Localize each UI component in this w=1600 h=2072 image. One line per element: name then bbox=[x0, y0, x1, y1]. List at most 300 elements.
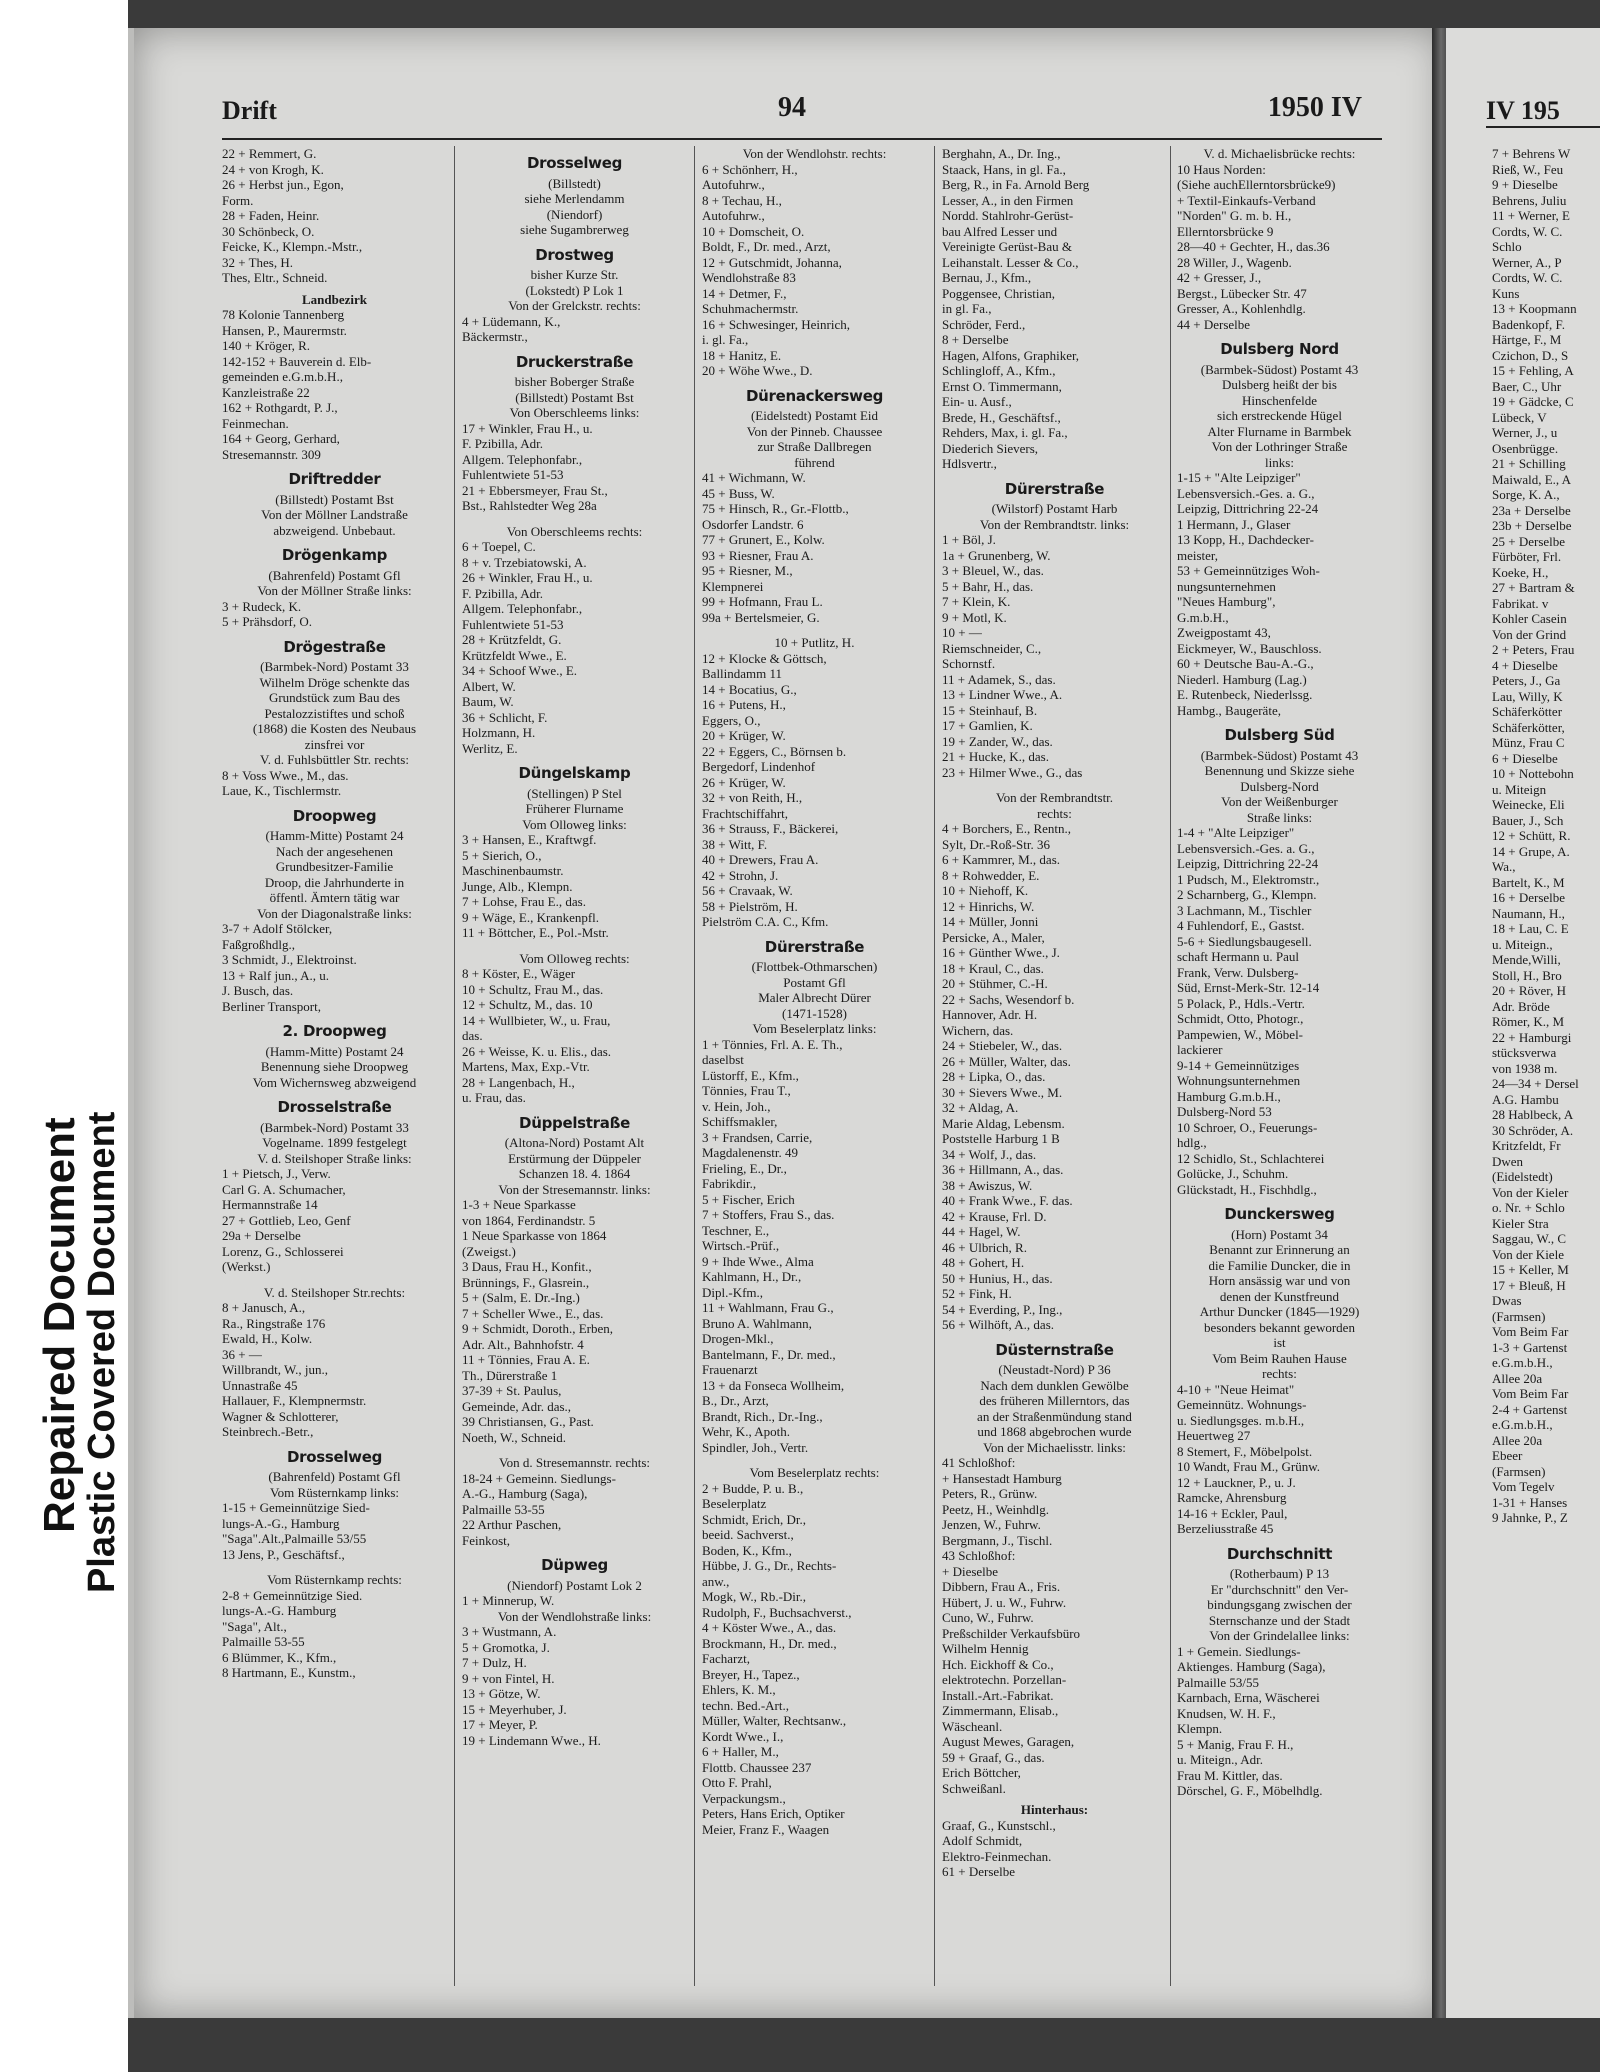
street-heading: Dulsberg Nord bbox=[1220, 340, 1339, 358]
directory-entry: Teschner, E., bbox=[702, 1222, 770, 1238]
directory-entry: Dibbern, Frau A., Fris. bbox=[942, 1579, 1061, 1594]
directory-entry: Aktienges. Hamburg (Saga), bbox=[1177, 1659, 1326, 1674]
directory-entry: 10 + Schultz, Frau M., das. bbox=[462, 981, 604, 997]
street-note: denen der Kunstfreund bbox=[1219, 1288, 1340, 1304]
directory-entry: 1 + Tönnies, Frl. A. E. Th., bbox=[702, 1036, 843, 1052]
directory-entry: Staack, Hans, in gl. Fa., bbox=[942, 161, 1066, 177]
street-note: Vom Beim Rauhen Hause bbox=[1212, 1350, 1347, 1366]
directory-entry: Bantelmann, F., Dr. med., bbox=[702, 1346, 836, 1362]
directory-entry: Facharzt, bbox=[702, 1651, 751, 1666]
directory-entry: Lebensversich.-Ges. a. G., bbox=[1177, 840, 1315, 856]
street-note: zinsfrei vor bbox=[304, 736, 365, 752]
facing-page-entry: 23b + Derselbe bbox=[1492, 518, 1572, 533]
directory-entry: 20 + Wöhe Wwe., D. bbox=[702, 363, 813, 378]
facing-page-entry: 14 + Grupe, A. bbox=[1492, 843, 1570, 859]
directory-entry: Schiffsmakler, bbox=[702, 1114, 778, 1129]
directory-entry: Allgem. Telephonfabr., bbox=[462, 601, 583, 616]
directory-entry: 164 + Georg, Gerhard, bbox=[222, 431, 340, 446]
directory-entry: 30 + Sievers Wwe., M. bbox=[942, 1084, 1063, 1100]
directory-entry: in gl. Fa., bbox=[942, 301, 992, 316]
directory-entry: Boden, K., Kfm., bbox=[702, 1542, 792, 1558]
scan-margin bbox=[0, 0, 128, 2072]
directory-entry: Brandt, Rich., Dr.-Ing., bbox=[702, 1408, 823, 1424]
directory-entry: Palmaille 53-55 bbox=[462, 1501, 545, 1517]
directory-entry: 20 + Stühmer, C.-H. bbox=[942, 976, 1048, 991]
facing-page-entry: (Eidelstedt) bbox=[1492, 1169, 1553, 1184]
directory-entry: 5 + Manig, Frau F. H., bbox=[1177, 1736, 1294, 1752]
directory-entry: Frachtschiffahrt, bbox=[702, 805, 789, 821]
directory-entry: 7 + Klein, K. bbox=[942, 594, 1011, 609]
directory-entry: 8 + Derselbe bbox=[942, 332, 1009, 347]
facing-page-entry: o. Nr. + Schlo bbox=[1492, 1200, 1565, 1215]
directory-entry: 22 Arthur Paschen, bbox=[462, 1517, 562, 1532]
directory-entry: Jenzen, W., Fuhrw. bbox=[942, 1517, 1041, 1532]
directory-entry: F. Pzibilla, Adr. bbox=[462, 436, 543, 451]
directory-entry: Kanzleistraße 22 bbox=[222, 384, 310, 400]
directory-entry: Glückstadt, H., Fischhdlg., bbox=[1177, 1181, 1317, 1197]
directory-entry: 29a + Derselbe bbox=[222, 1228, 301, 1243]
directory-entry: Tönnies, Frau T., bbox=[702, 1083, 791, 1098]
directory-entry: Autofuhrw., bbox=[702, 208, 765, 223]
directory-entry: 26 + Winkler, Frau H., u. bbox=[462, 570, 593, 585]
directory-entry: 4 Fuhlendorf, E., Gastst. bbox=[1177, 918, 1305, 933]
directory-entry: 34 + Wolf, J., das. bbox=[942, 1146, 1037, 1162]
directory-entry: (Werkst.) bbox=[222, 1259, 271, 1274]
directory-entry: F. Pzibilla, Adr. bbox=[462, 585, 543, 601]
directory-entry: 15 + Steinhauf, B. bbox=[942, 702, 1038, 718]
street-note: Von der Rembrandtstr. links: bbox=[979, 516, 1130, 532]
directory-entry: Schweißanl. bbox=[942, 1780, 1006, 1796]
directory-entry: Steinbrech.-Betr., bbox=[222, 1424, 314, 1439]
directory-entry: 1 Pudsch, M., Elektromstr., bbox=[1177, 871, 1320, 887]
street-note: rechts: bbox=[1262, 1366, 1297, 1381]
directory-entry: Hansen, P., Maurermstr. bbox=[222, 322, 347, 338]
directory-entry: Poststelle Harburg 1 B bbox=[942, 1131, 1060, 1146]
street-note: V. d. Michaelisbrücke rechts: bbox=[1203, 146, 1356, 161]
facing-page-entry: (Farmsen) bbox=[1492, 1308, 1546, 1324]
directory-entry: 3 + Bleuel, W., das. bbox=[942, 563, 1044, 578]
street-note: siehe Sugambrerweg bbox=[520, 222, 629, 237]
facing-page-entry: u. Miteign., bbox=[1492, 936, 1553, 952]
street-note: (Barmbek-Südost) Postamt 43 bbox=[1200, 361, 1359, 377]
directory-entry: Wohnungsunternehmen bbox=[1177, 1073, 1301, 1088]
directory-entry: Autofuhrw., bbox=[702, 177, 765, 192]
column-divider bbox=[1170, 146, 1171, 1986]
street-note: Erstürmung der Düppeler bbox=[508, 1150, 641, 1166]
street-note: Von der Pinneb. Chaussee bbox=[746, 423, 883, 439]
street-note: (Niendorf) bbox=[546, 206, 603, 222]
directory-entry: Brede, H., Geschäftsf., bbox=[942, 409, 1061, 425]
facing-page-entry: Vom Beim Far bbox=[1492, 1386, 1569, 1401]
street-heading: Düsternstraße bbox=[995, 1340, 1114, 1359]
directory-entry: 1-3 + Neue Sparkasse bbox=[462, 1197, 576, 1212]
directory-entry: das. bbox=[462, 1028, 483, 1043]
directory-entry: 26 + Weisse, K. u. Elis., das. bbox=[462, 1043, 612, 1059]
directory-entry: 58 + Pielström, H. bbox=[702, 898, 798, 914]
directory-entry: 2 + Budde, P. u. B., bbox=[702, 1480, 804, 1496]
facing-page-entry: 19 + Gädcke, C bbox=[1492, 394, 1574, 409]
directory-entry: 3 + Hansen, E., Kraftwgf. bbox=[462, 832, 597, 847]
street-note: Von der Möllner Landstraße bbox=[261, 507, 408, 522]
facing-page-entry: Schlo bbox=[1492, 239, 1522, 254]
directory-entry: 54 + Everding, P., Ing., bbox=[942, 1301, 1063, 1317]
street-note: Von der Michaelisstr. links: bbox=[983, 1439, 1126, 1455]
facing-page-entry: Rieß, W., Feu bbox=[1492, 161, 1564, 177]
directory-entry: 14 + Wullbieter, W., u. Frau, bbox=[462, 1012, 611, 1028]
directory-entry: A.-G., Hamburg (Saga), bbox=[462, 1486, 588, 1501]
street-note: Straße links: bbox=[1246, 809, 1313, 825]
facing-page-entry: 2 + Peters, Frau bbox=[1492, 642, 1575, 657]
street-note: (Bahrenfeld) Postamt Gfl bbox=[268, 567, 401, 583]
directory-entry: Lebensversich.-Ges. a. G., bbox=[1177, 485, 1315, 501]
directory-entry: Leipzig, Dittrichring 22-24 bbox=[1177, 501, 1319, 516]
street-note: Nach dem dunklen Gewölbe bbox=[980, 1377, 1129, 1393]
directory-entry: 5 + Prähsdorf, O. bbox=[222, 614, 313, 629]
facing-page-entry: Adr. Bröde bbox=[1492, 998, 1550, 1014]
directory-entry: lungs-A.-G. Hamburg bbox=[222, 1603, 337, 1618]
street-note: ist bbox=[1273, 1335, 1286, 1350]
directory-entry: Hübert, J. u. W., Fuhrw. bbox=[942, 1594, 1067, 1610]
directory-entry: 1-4 + "Alte Leipziger" bbox=[1177, 825, 1295, 840]
directory-entry: 53 + Gemeinnütziges Woh- bbox=[1177, 563, 1320, 578]
street-note: (Stellingen) P Stel bbox=[527, 785, 622, 801]
directory-entry: Krützfeldt Wwe., E. bbox=[462, 647, 567, 663]
facing-page-entry: 17 + Bleuß, H bbox=[1492, 1277, 1566, 1293]
directory-entry: Hermannstraße 14 bbox=[222, 1197, 318, 1212]
directory-entry: 16 + Günther Wwe., J. bbox=[942, 945, 1060, 960]
directory-entry: 8 + v. Trzebiatowski, A. bbox=[462, 554, 587, 570]
facing-page-entry: Koeke, H., bbox=[1492, 564, 1549, 580]
directory-entry: nungsunternehmen bbox=[1177, 578, 1276, 594]
directory-entry: 75 + Hinsch, R., Gr.-Flottb., bbox=[702, 501, 849, 516]
directory-entry: Leihanstalt. Lesser & Co., bbox=[942, 254, 1079, 270]
facing-page-entry: Fürböter, Frl. bbox=[1492, 549, 1562, 564]
section-subheading: Hinterhaus: bbox=[1020, 1802, 1089, 1817]
facing-page-entry: Behrens, Juliu bbox=[1492, 192, 1567, 208]
directory-entry: Unnastraße 45 bbox=[222, 1377, 298, 1393]
directory-entry: 16 + Schwesinger, Heinrich, bbox=[702, 316, 850, 332]
directory-entry: 162 + Rothgardt, P. J., bbox=[222, 400, 338, 415]
street-note: Von Oberschleems links: bbox=[509, 405, 640, 420]
directory-entry: Schröder, Ferd., bbox=[942, 316, 1026, 332]
directory-entry: 28 + Langenbach, H., bbox=[462, 1074, 575, 1090]
street-note: Dulsberg heißt der bis bbox=[1222, 377, 1337, 392]
street-note: Alter Flurname in Barmbek bbox=[1207, 423, 1352, 439]
street-note: Vom Rüsternkamp links: bbox=[269, 1484, 400, 1500]
directory-entry: Kordt Wwe., I., bbox=[702, 1728, 784, 1744]
directory-entry: 12 Schidlo, St., Schlachterei bbox=[1177, 1150, 1325, 1166]
directory-entry: 8 + Rohwedder, E. bbox=[942, 867, 1040, 883]
directory-entry: Schornstf. bbox=[942, 656, 996, 671]
directory-entry: 12 + Gutschmidt, Johanna, bbox=[702, 254, 842, 270]
street-note: und 1868 abgebrochen wurde bbox=[977, 1424, 1132, 1439]
facing-page-entry: Schäferkötter, bbox=[1492, 719, 1565, 735]
street-note: Von der Rembrandtstr. bbox=[995, 790, 1114, 805]
directory-entry: Frauenarzt bbox=[702, 1362, 758, 1377]
facing-page-entry: Weinecke, Eli bbox=[1492, 797, 1565, 812]
directory-entry: 95 + Riesner, M., bbox=[702, 563, 793, 578]
street-note: Von Oberschleems rechts: bbox=[506, 523, 643, 539]
directory-entry: 28 + Faden, Heinr. bbox=[222, 208, 320, 223]
facing-page-entry: 13 + Koopmann bbox=[1492, 301, 1577, 316]
column-divider bbox=[694, 146, 695, 1986]
street-note: Nach der angesehenen bbox=[276, 843, 393, 859]
directory-entry: 21 + Ebbersmeyer, Frau St., bbox=[462, 482, 608, 498]
directory-entry: 10 Schroer, O., Feuerungs- bbox=[1177, 1119, 1318, 1135]
directory-entry: Lorenz, G., Schlosserei bbox=[222, 1243, 344, 1259]
directory-entry: 12 + Klocke & Göttsch, bbox=[702, 650, 827, 666]
street-note: Hinschenfelde bbox=[1241, 392, 1318, 408]
street-note: (Lokstedt) P Lok 1 bbox=[525, 282, 624, 298]
directory-entry: 78 Kolonie Tannenberg bbox=[222, 307, 345, 322]
directory-entry: Holzmann, H. bbox=[462, 725, 536, 740]
directory-entry: Berzeliusstraße 45 bbox=[1177, 1521, 1274, 1536]
street-note: sich erstreckende Hügel bbox=[1217, 408, 1342, 423]
street-heading: Drögenkamp bbox=[281, 546, 388, 564]
street-note: (Billstedt) Postamt Bst bbox=[515, 389, 634, 405]
directory-entry: Adr. Alt., Bahnhofstr. 4 bbox=[462, 1336, 584, 1352]
directory-entry: 13 + Götze, W. bbox=[462, 1686, 541, 1701]
directory-entry: 60 + Deutsche Bau-A.-G., bbox=[1177, 656, 1314, 671]
directory-entry: 6 + Kammrer, M., das. bbox=[942, 852, 1061, 867]
directory-entry: 11 + Tönnies, Frau A. E. bbox=[462, 1352, 590, 1367]
directory-entry: Hch. Eickhoff & Co., bbox=[942, 1656, 1054, 1672]
directory-entry: Noeth, W., Schneid. bbox=[462, 1429, 566, 1445]
directory-entry: Mogk, W., Rb.-Dir., bbox=[702, 1589, 807, 1604]
street-note: Grundbesitzer-Familie bbox=[275, 859, 394, 874]
directory-entry: 39 Christiansen, G., Past. bbox=[462, 1414, 594, 1429]
facing-page-entry: Kritzfeldt, Fr bbox=[1492, 1138, 1561, 1153]
directory-entry: Cuno, W., Fuhrw. bbox=[942, 1610, 1034, 1625]
directory-entry: 13 Kopp, H., Dachdecker- bbox=[1177, 532, 1314, 547]
facing-page-entry: Münz, Frau C bbox=[1492, 735, 1565, 750]
directory-entry: 14 + Müller, Jonni bbox=[942, 914, 1039, 929]
facing-page-entry: 4 + Dieselbe bbox=[1492, 657, 1558, 673]
directory-entry: 1 Neue Sparkasse von 1864 bbox=[462, 1228, 607, 1243]
directory-entry: Wäscheanl. bbox=[942, 1718, 1003, 1734]
directory-entry: Wagner & Schlotterer, bbox=[222, 1408, 339, 1424]
street-note: Von d. Stresemannstr. rechts: bbox=[498, 1455, 651, 1470]
street-note: (Horn) Postamt 34 bbox=[1231, 1226, 1328, 1242]
directory-entry: 18 + Kraul, C., das. bbox=[942, 960, 1044, 976]
directory-entry: Frank, Verw. Dulsberg- bbox=[1177, 964, 1299, 980]
directory-entry: 28 + Lipka, O., das. bbox=[942, 1069, 1046, 1084]
facing-page-entry: 9 Jahnke, P., Z bbox=[1492, 1510, 1568, 1525]
directory-entry: Hübbe, J. G., Dr., Rechts- bbox=[702, 1558, 837, 1573]
columns bbox=[222, 146, 1382, 1986]
facing-page-entry: 2-4 + Gartenst bbox=[1492, 1401, 1568, 1417]
facing-page-entry: Ebeer bbox=[1492, 1448, 1523, 1463]
directory-entry: Fuhlentwiete 51-53 bbox=[462, 467, 564, 482]
directory-entry: 42 + Strohn, J. bbox=[702, 867, 779, 883]
directory-entry: von 1864, Ferdinandstr. 5 bbox=[462, 1212, 596, 1228]
directory-entry: + Textil-Einkaufs-Verband bbox=[1177, 192, 1316, 208]
header-year: 1950 IV bbox=[1267, 92, 1362, 123]
directory-entry: 5 Polack, P., Hdls.-Vertr. bbox=[1177, 995, 1305, 1011]
street-note: Vom Beselerplatz rechts: bbox=[749, 1465, 880, 1480]
section-subheading: Landbezirk bbox=[301, 291, 367, 307]
directory-entry: Th., Dürerstraße 1 bbox=[462, 1367, 558, 1383]
directory-entry: Fabrikdir., bbox=[702, 1176, 757, 1191]
facing-page-entry: 10 + Nottebohn bbox=[1492, 766, 1574, 781]
street-note: an der Straßenmündung stand bbox=[977, 1408, 1132, 1424]
directory-entry: lackierer bbox=[1177, 1042, 1223, 1057]
directory-entry: 40 + Frank Wwe., F. das. bbox=[942, 1193, 1073, 1208]
directory-entry: Peetz, H., Weinhdlg. bbox=[942, 1501, 1050, 1517]
street-note: (Flottbek-Othmarschen) bbox=[751, 959, 878, 974]
directory-entry: 26 + Herbst jun., Egon, bbox=[222, 177, 344, 192]
facing-page-entry: Lübeck, V bbox=[1492, 409, 1547, 425]
directory-entry: Schmidt, Erich, Dr., bbox=[702, 1511, 806, 1527]
directory-entry: 44 + Hagel, W. bbox=[942, 1224, 1021, 1239]
directory-entry: 37-39 + St. Paulus, bbox=[462, 1383, 562, 1398]
facing-page-entry: 6 + Dieselbe bbox=[1492, 750, 1558, 766]
directory-entry: u. Miteign., Adr. bbox=[1177, 1752, 1263, 1767]
directory-entry: Gemeinde, Adr. das., bbox=[462, 1398, 572, 1414]
directory-entry: 15 + Meyerhuber, J. bbox=[462, 1701, 567, 1717]
facing-page-entry: 1-31 + Hanses bbox=[1492, 1494, 1568, 1510]
directory-entry: 18-24 + Gemeinn. Siedlungs- bbox=[462, 1470, 616, 1486]
facing-page-entry: Von der Kieler bbox=[1492, 1184, 1569, 1200]
directory-entry: Schmidt, Otto, Photogr., bbox=[1177, 1011, 1304, 1026]
facing-page-entry: Maiwald, E., A bbox=[1492, 471, 1572, 487]
directory-entry: 50 + Hunius, H., das. bbox=[942, 1270, 1053, 1286]
facing-page-entry: Sorge, K. A., bbox=[1492, 487, 1560, 502]
stamp-line-2: Plastic Covered Document bbox=[81, 1111, 124, 1594]
directory-entry: Eggers, O., bbox=[702, 712, 761, 728]
facing-page-entry: Kieler Stra bbox=[1492, 1215, 1549, 1231]
directory-entry: 3 + Rudeck, K. bbox=[222, 598, 302, 614]
facing-page-entry: Kuns bbox=[1492, 285, 1520, 301]
facing-page-entry: Badenkopf, F. bbox=[1492, 316, 1565, 332]
directory-entry: "Saga".Alt.,Palmaille 53/55 bbox=[222, 1531, 367, 1546]
facing-page-entry: e.G.m.b.H., bbox=[1492, 1417, 1553, 1432]
street-note: Sternschanze und der Stadt bbox=[1208, 1612, 1351, 1628]
directory-entry: 1 + Böl, J. bbox=[942, 532, 996, 547]
directory-entry: Persicke, A., Maler, bbox=[942, 929, 1045, 945]
directory-entry: "Saga", Alt., bbox=[222, 1618, 287, 1634]
directory-entry: Heuertweg 27 bbox=[1177, 1428, 1251, 1443]
directory-entry: 6 + Schönherr, H., bbox=[702, 161, 798, 177]
directory-entry: "Norden" G. m. b. H., bbox=[1177, 208, 1292, 223]
directory-entry: 59 + Graaf, G., das. bbox=[942, 1749, 1045, 1765]
directory-entry: Ernst O. Timmermann, bbox=[942, 378, 1062, 394]
street-note: abzweigend. Unbebaut. bbox=[273, 522, 396, 538]
facing-page-entry: Cordts, W. C. bbox=[1492, 270, 1563, 285]
facing-page-entry: u. Miteign bbox=[1492, 781, 1547, 797]
street-note: (Hamm-Mitte) Postamt 24 bbox=[265, 828, 404, 843]
facing-page-entry: von 1938 m. bbox=[1492, 1060, 1558, 1076]
directory-entry: Hdlsvertr., bbox=[942, 456, 997, 471]
directory-entry: 9 + Ihde Wwe., Alma bbox=[702, 1253, 814, 1269]
directory-entry: 10 + — bbox=[942, 625, 982, 640]
directory-entry: 3 Schmidt, J., Elektroinst. bbox=[222, 952, 357, 967]
directory-entry: 11 + Böttcher, E., Pol.-Mstr. bbox=[462, 925, 609, 940]
directory-entry: 13 Jens, P., Geschäftsf., bbox=[222, 1546, 345, 1562]
directory-entry: Kahlmann, H., Dr., bbox=[702, 1269, 802, 1284]
directory-entry: Vereinigte Gerüst-Bau & bbox=[942, 239, 1072, 254]
street-note: V. d. Fuhlsbüttler Str. rechts: bbox=[260, 752, 409, 767]
directory-entry: gemeinden e.G.m.b.H., bbox=[222, 369, 343, 384]
directory-entry: 12 + Lauckner, P., u. J. bbox=[1177, 1474, 1296, 1490]
facing-page-entry: Dwen bbox=[1492, 1153, 1524, 1169]
directory-entry: 4-10 + "Neue Heimat" bbox=[1177, 1381, 1295, 1397]
facing-page-entry: 12 + Schütt, R. bbox=[1492, 828, 1571, 843]
directory-entry: Werlitz, E. bbox=[462, 740, 518, 756]
directory-entry: + Hansestadt Hamburg bbox=[942, 1470, 1062, 1486]
facing-page-entry: Stoll, H., Bro bbox=[1492, 967, 1562, 983]
directory-entry: Schlingloff, A., Kfm., bbox=[942, 363, 1056, 378]
directory-entry: 2-8 + Gemeinnützige Sied. bbox=[222, 1587, 363, 1603]
directory-entry: Junge, Alb., Klempn. bbox=[462, 878, 573, 894]
directory-entry: Brünnings, F., Glasrein., bbox=[462, 1274, 590, 1290]
street-note: (Barmbek-Nord) Postamt 33 bbox=[260, 1119, 409, 1135]
directory-entry: Pielström C.A. C., Kfm. bbox=[702, 914, 829, 929]
directory-entry: Adolf Schmidt, bbox=[942, 1833, 1023, 1848]
directory-entry: 22 + Remmert, G. bbox=[222, 146, 317, 161]
street-heading: Druckerstraße bbox=[515, 352, 634, 371]
facing-page-entry: Osenbrügge. bbox=[1492, 440, 1559, 456]
street-heading: Düppelstraße bbox=[519, 1113, 630, 1132]
facing-page-entry: 25 + Derselbe bbox=[1492, 533, 1566, 549]
directory-entry: Rehders, Max, i. gl. Fa., bbox=[942, 425, 1068, 440]
directory-entry: Lüstorff, E., Kfm., bbox=[702, 1067, 799, 1083]
directory-entry: Spindler, Joh., Vertr. bbox=[702, 1439, 809, 1455]
directory-entry: Drogen-Mkl., bbox=[702, 1331, 774, 1346]
directory-entry: Lesser, A., in den Firmen bbox=[942, 192, 1074, 208]
street-heading: Dürerstraße bbox=[764, 937, 865, 956]
facing-page bbox=[1446, 28, 1600, 2018]
directory-entry: 11 + Adamek, S., das. bbox=[942, 671, 1056, 687]
facing-page-entry: (Farmsen) bbox=[1492, 1463, 1546, 1479]
directory-entry: Ra., Ringstraße 176 bbox=[222, 1315, 326, 1331]
directory-entry: 9-14 + Gemeinnütziges bbox=[1177, 1057, 1300, 1073]
street-note: Grundstück zum Bau des bbox=[268, 690, 401, 705]
directory-entry: Hannover, Adr. H. bbox=[942, 1007, 1038, 1022]
facing-page-entry: Mende,Willi, bbox=[1492, 952, 1561, 967]
facing-page-entry: 16 + Derselbe bbox=[1492, 890, 1566, 905]
directory-entry: Hambg., Baugeräte, bbox=[1177, 702, 1281, 718]
street-note: Von der Weißenburger bbox=[1221, 794, 1338, 809]
facing-page-entry: Werner, J., u bbox=[1492, 425, 1558, 440]
directory-entry: Install.-Art.-Fabrikat. bbox=[942, 1687, 1054, 1703]
directory-entry: Maschinenbaumstr. bbox=[462, 863, 564, 878]
street-note: Pestalozzistiftes und schoß bbox=[264, 705, 405, 721]
street-note: Er "durchschnitt" den Ver- bbox=[1210, 1581, 1349, 1597]
facing-page-entry: Von der Kiele bbox=[1492, 1246, 1564, 1262]
street-note: Von der Grindelallee links: bbox=[1209, 1628, 1350, 1643]
street-note: 10 + Putlitz, H. bbox=[774, 635, 855, 650]
street-note: die Familie Duncker, die in bbox=[1208, 1257, 1351, 1273]
column-2 bbox=[462, 146, 687, 1986]
directory-entry: 32 + Thes, H. bbox=[222, 254, 294, 270]
facing-page-entry: A.G. Hambu bbox=[1492, 1091, 1559, 1107]
directory-entry: 3-7 + Adolf Stölcker, bbox=[222, 921, 333, 936]
street-note: Droop, die Jahrhunderte in bbox=[264, 874, 405, 890]
directory-entry: 5 + Fischer, Erich bbox=[702, 1191, 795, 1207]
directory-entry: Bäckermstr., bbox=[462, 329, 528, 344]
directory-entry: lungs-A.-G., Hamburg bbox=[222, 1515, 340, 1531]
directory-entry: 48 + Gohert, H. bbox=[942, 1255, 1025, 1270]
directory-entry: (Siehe auchEllerntorsbrücke9) bbox=[1177, 177, 1336, 192]
page-number: 94 bbox=[778, 92, 806, 123]
street-note: Vom Wichernsweg abzweigend bbox=[252, 1074, 417, 1090]
directory-entry: 12 + Hinrichs, W. bbox=[942, 898, 1035, 914]
directory-entry: Wendlohstraße 83 bbox=[702, 270, 796, 285]
directory-entry: Golücke, J., Schuhm. bbox=[1177, 1166, 1289, 1181]
directory-entry: 32 + Aldag, A. bbox=[942, 1100, 1019, 1115]
directory-entry: Berg, R., in Fa. Arnold Berg bbox=[942, 177, 1090, 192]
